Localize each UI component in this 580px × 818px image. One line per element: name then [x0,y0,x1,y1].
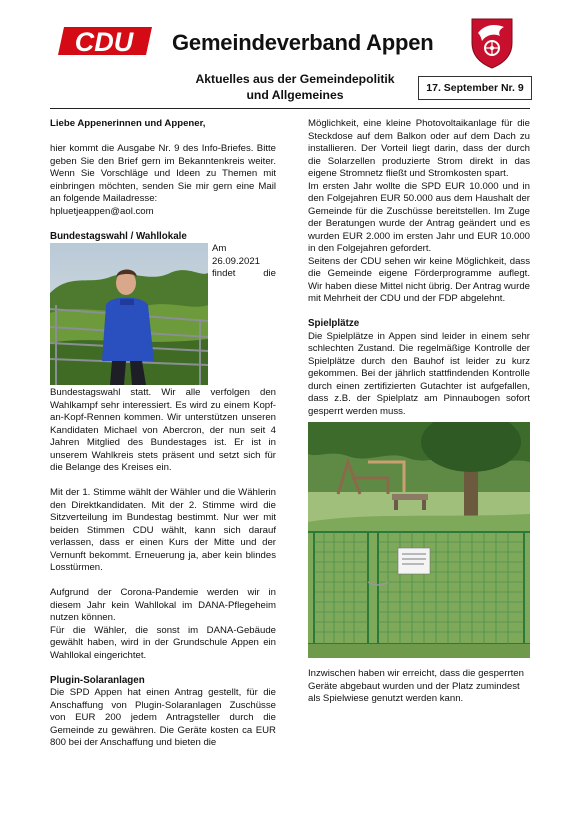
bundestagswahl-paragraph: Am 26.09.2021 findet die Bundestagswahl statt. Wir alle verfolgen den Wahlkampf sehr interessiert. Es wird zu einem Kopf-an-Kopf-Rennen kommen. Wir unterstützen unseren Kandidaten Michael von Abercron, der nun seit 4 Jahren Mitglied des Bundestages ist. Er ist in unserem Wahlkreis stets präsent und setzt sich für die Belange des Kreises ein. [50,243,276,473]
left-column [50,118,276,750]
corona-paragraph: Aufgrund der Corona-Pandemie werden wir in diesem Jahr kein Wahllokal im DANA-Pflegeheim nutzen können. [50,587,276,623]
stimme-paragraph: Mit der 1. Stimme wählt der Wähler und die Wählerin den Direktkandidaten. Mit der 2. Stimme wird die Sitzverteilung im Bundestag bestimmt. Nur wer mit beiden Stimmen CDU wählt, kann sich darauf verlassen, dass er einen Kurs der Mitte und der Vernunft bekommt. Erneuerung ja, aber kein blindes Losstürmen. [50,487,276,573]
header-divider [50,108,530,109]
right-column [308,118,530,706]
playground-photo [308,422,530,658]
closing-paragraph: Inzwischen haben wir erreicht, dass die gesperrten Geräte abgebaut wurden und der Platz zumindest als Spielwiese genutzt werden kann. [308,668,524,704]
subtitle-line-1: Aktuelles aus der Gemeindepolitik [195,72,395,86]
greeting: Liebe Appenerinnen und Appener, [50,118,206,129]
page-title: Gemeindeverband Appen [172,30,434,55]
solar-paragraph: Die SPD Appen hat einen Antrag gestellt, für die Anschaffung von Plugin-Solaranlagen Zuschüsse von EUR 200 jedem Antragsteller durch die Gemeinde zu gewähren. Die Geräte kosten ca EUR 800 bei der Anschaffung und bieten die [50,687,276,748]
spd-paragraph: Im ersten Jahr wollte die SPD EUR 10.000 und in den Folgejahren EUR 50.000 aus dem Haushalt der Gemeinde für die Zuschüsse bereitstellen. Im Zuge der Beratungen wurde der Antrag geändert und es wurden EUR 2.000 im ersten Jahr und EUR 10.000 in den Folgejahren gefordert. [308,180,530,254]
heading-bundestagswahl: Bundestagswahl / Wahllokale [50,230,187,242]
cdu-position-paragraph: Seitens der CDU sehen wir keine Möglichkeit, dass die Gemeinde eigene Förderprogramme auflegt. Wir haben diese Mittel nicht übrig. Der Antrag wurde mit Mehrheit der CDU und der FDP abgelehnt. [308,255,530,304]
subtitle [160,71,430,103]
svg-text:CDU: CDU [74,27,134,57]
cdu-logo [54,24,154,58]
email-address: hpluetjeappen@aol.com [50,205,154,217]
heading-spielplaetze: Spielplätze [308,318,360,329]
solar-continued-paragraph: Möglichkeit, eine kleine Photovoltaikanlage für die Steckdose auf dem Balkon oder auf dem Dach zu installieren. Der Vorteil liegt darin, dass der durch die Solarzellen produzierte Strom direkt in das eigene Stromnetz fließt und Stromkosten spart. [308,118,530,179]
bundestagswahl-section [50,243,276,475]
issue-label: 17. September Nr. 9 [418,76,532,100]
heading-solaranlagen: Plugin-Solaranlagen [50,674,145,686]
intro-paragraph: hier kommt die Ausgabe Nr. 9 des Info-Briefes. Bitte geben Sie den Brief gern im Bekanntenkreis weiter. Wenn Sie Vorschläge und Ideen zu Themen mit einbringen möchten, senden Sie mir gern eine Mail an folgende Mailadresse: [50,143,276,204]
spielplaetze-paragraph: Die Spielplätze in Appen sind leider in einem sehr schlechten Zustand. Die regelmäßige Kontrolle der Spielplätze durch den Bauhof ist leider zu kurz gekommen. Bei der jährlich stattfindenden Kontrolle durch einen zertifizierten Gutachter ist aufgefallen, dass z.B. der Spielplatz am Pinnaubogen sofort gesperrt werden muss. [308,330,530,417]
subtitle-line-2: und Allgemeines [246,88,344,102]
candidate-photo [50,243,208,385]
coat-of-arms-icon [470,17,514,69]
wahllokal-paragraph: Für die Wähler, die sonst im DANA-Gebäude gewählt haben, wird in der Grundschule Appen ein Wahllokal eingerichtet. [50,624,276,661]
